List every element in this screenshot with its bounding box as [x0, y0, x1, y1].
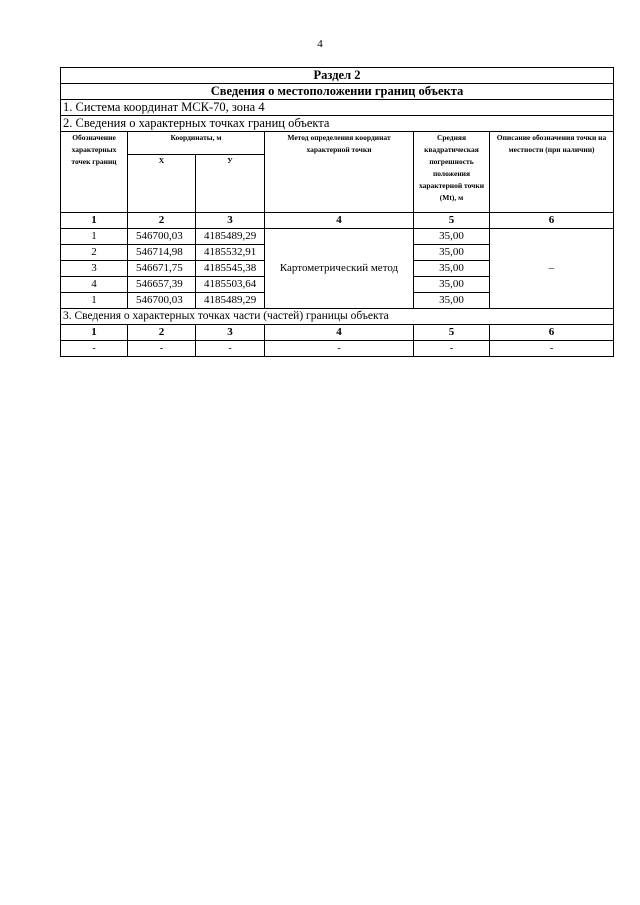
point-id: 3: [61, 261, 128, 277]
section-subtitle: Сведения о местоположении границ объекта: [61, 84, 614, 100]
column-number: 4: [265, 213, 414, 229]
coordinate-system-heading: 1. Система координат МСК-70, зона 4: [61, 100, 614, 116]
column-number: 1: [61, 325, 128, 341]
empty-value: -: [414, 341, 490, 357]
error-value: 35,00: [414, 245, 490, 261]
empty-value: -: [490, 341, 614, 357]
description-cell: –: [490, 229, 614, 309]
error-value: 35,00: [414, 293, 490, 309]
x-coordinate: 546700,03: [128, 229, 196, 245]
point-id: 4: [61, 277, 128, 293]
boundary-points-table: [60, 67, 614, 357]
y-coordinate: 4185545,38: [196, 261, 265, 277]
x-coordinate: 546671,75: [128, 261, 196, 277]
x-coordinate: 546657,39: [128, 277, 196, 293]
column-number: 2: [128, 213, 196, 229]
column-number: 4: [265, 325, 414, 341]
header-method: Метод определения координат характерной точки: [265, 132, 414, 213]
empty-value: -: [265, 341, 414, 357]
column-number: 6: [490, 325, 614, 341]
column-number: 6: [490, 213, 614, 229]
column-number: 2: [128, 325, 196, 341]
y-coordinate: 4185532,91: [196, 245, 265, 261]
column-number: 5: [414, 213, 490, 229]
table-row: [61, 229, 614, 245]
y-coordinate: 4185503,64: [196, 277, 265, 293]
x-coordinate: 546714,98: [128, 245, 196, 261]
table-row: [61, 341, 614, 357]
x-coordinate: 546700,03: [128, 293, 196, 309]
point-id: 1: [61, 229, 128, 245]
header-error: Средняя квадратическая погрешность положения характерной точки (Mt), м: [414, 132, 490, 213]
y-coordinate: 4185489,29: [196, 293, 265, 309]
column-number: 3: [196, 325, 265, 341]
point-id: 1: [61, 293, 128, 309]
column-number: 5: [414, 325, 490, 341]
error-value: 35,00: [414, 261, 490, 277]
y-coordinate: 4185489,29: [196, 229, 265, 245]
section-title: Раздел 2: [61, 68, 614, 84]
part-boundary-heading: 3. Сведения о характерных точках части (частей) границы объекта: [61, 309, 614, 325]
header-description: Описание обозначения точки на местности (при наличии): [490, 132, 614, 213]
header-coords: Координаты, м: [128, 132, 265, 155]
header-x: X: [128, 155, 196, 213]
method-cell: Картометрический метод: [265, 229, 414, 309]
column-number-row: [61, 213, 614, 229]
error-value: 35,00: [414, 229, 490, 245]
empty-value: -: [196, 341, 265, 357]
error-value: 35,00: [414, 277, 490, 293]
header-point: Обозначение характерных точек границ: [61, 132, 128, 213]
column-number: 3: [196, 213, 265, 229]
column-number: 1: [61, 213, 128, 229]
characteristic-points-heading: 2. Сведения о характерных точках границ объекта: [61, 116, 614, 132]
empty-value: -: [61, 341, 128, 357]
point-id: 2: [61, 245, 128, 261]
part-column-number-row: [61, 325, 614, 341]
empty-value: -: [128, 341, 196, 357]
page-number: 4: [317, 38, 323, 50]
header-y: У: [196, 155, 265, 213]
